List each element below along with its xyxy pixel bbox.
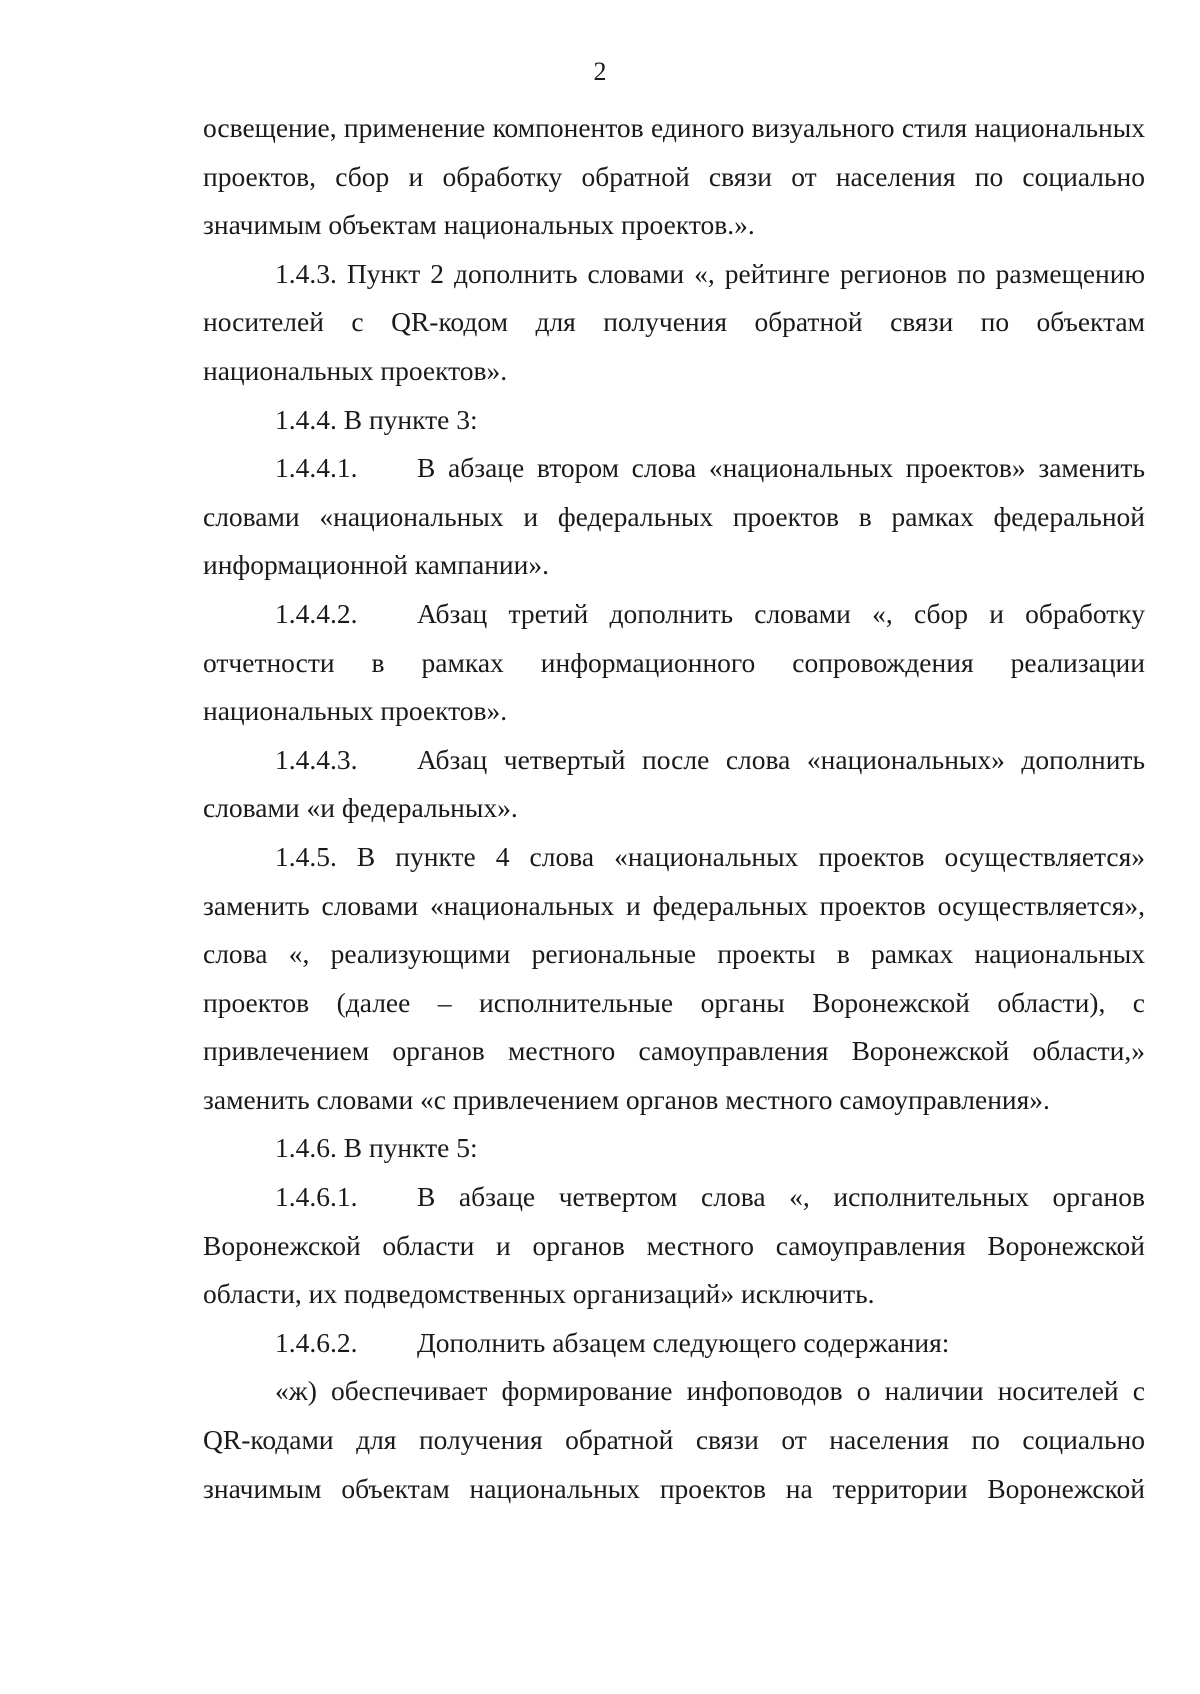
paragraph-1-4-4: 1.4.4. В пункте 3: [275, 403, 478, 435]
clause-number: 1.4.6.1. [275, 1181, 358, 1213]
paragraph-1-4-5: 1.4.5. В пункте 4 слова «национальных проектов осуществляется» заменить словами «национальных и федеральных проектов осуществляется», слова «, реализующими региональные проекты в рамках национальных проектов (далее – исполнительные органы Воронежской области), с привлечением органов местного самоуправления Воронежской области,» заменить словами «с привлечением органов местного самоуправления». [203, 840, 1145, 1115]
clause-text: Абзац третий дополнить словами «, сбор и обработку отчетности в рамках информационного сопровождения реализации национальных проектов». [203, 597, 1145, 727]
paragraph-quoted-item-zh: «ж) обеспечивает формирование инфоповодов о наличии носителей с QR-кодами для получения обратной связи от населения по социально значимым объектам национальных проектов на территории Воронежской [203, 1375, 1145, 1504]
clause-text: Дополнить абзацем следующего содержания: [417, 1326, 950, 1358]
paragraph-1-4-6-2 [203, 1319, 1145, 1368]
paragraph-continuation: освещение, применение компонентов единого визуального стиля национальных проектов, сбор и обработку обратной связи от населения по социально значимым объектам национальных проектов.». [203, 112, 1145, 241]
document-body [203, 104, 1145, 1513]
clause-number: 1.4.4.2. [275, 597, 358, 629]
clause-number: 1.4.6.2. [275, 1326, 358, 1358]
paragraph-1-4-4-2 [203, 590, 1145, 736]
clause-text: Абзац четвертый после слова «национальных» дополнить словами «и федеральных». [203, 743, 1145, 824]
paragraph-1-4-4-1 [203, 444, 1145, 590]
clause-text: В абзаце четвертом слова «, исполнительных органов Воронежской области и органов местного самоуправления Воронежской области, их подведомственных организаций» исключить. [203, 1181, 1145, 1310]
page-number: 2 [593, 57, 607, 86]
paragraph-1-4-6-1 [203, 1173, 1145, 1319]
paragraph-1-4-6: 1.4.6. В пункте 5: [275, 1132, 478, 1164]
clause-text: В абзаце втором слова «национальных проектов» заменить словами «национальных и федеральных проектов в рамках федеральной информационной кампании». [203, 452, 1145, 581]
clause-number: 1.4.4.3. [275, 743, 358, 775]
clause-number: 1.4.4.1. [275, 452, 358, 484]
paragraph-1-4-4-3 [203, 736, 1145, 833]
paragraph-1-4-3: 1.4.3. Пункт 2 дополнить словами «, рейтинге регионов по размещению носителей с QR-кодом для получения обратной связи по объектам национальных проектов». [203, 257, 1145, 386]
